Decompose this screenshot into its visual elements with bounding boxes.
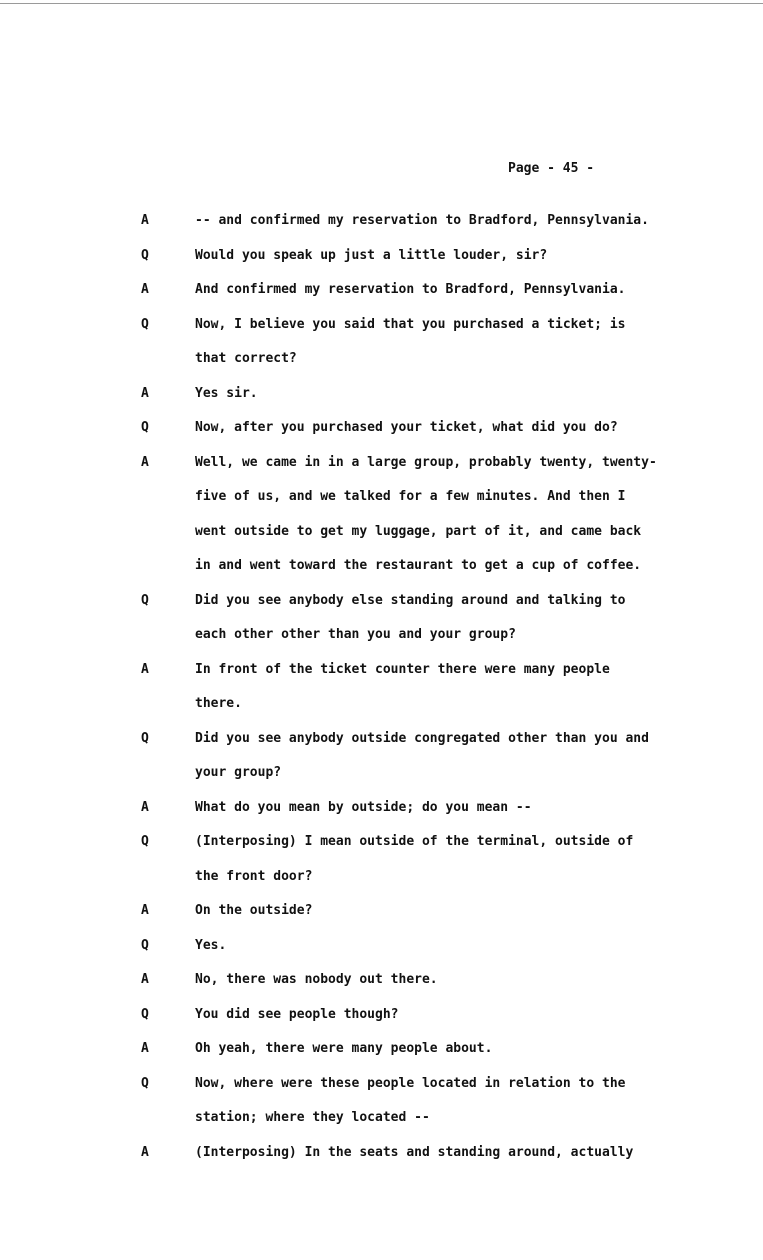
transcript-line bbox=[0, 554, 763, 589]
testimony-text: your group? bbox=[195, 765, 282, 780]
speaker-label: Q bbox=[141, 730, 149, 746]
speaker-label: A bbox=[141, 282, 149, 297]
transcript-line bbox=[0, 382, 763, 417]
testimony-text: Would you speak up just a little louder, sir? bbox=[195, 247, 548, 263]
testimony-text: there. bbox=[195, 696, 242, 711]
testimony-text: What do you mean by outside; do you mean -- bbox=[195, 799, 532, 815]
transcript-line bbox=[0, 727, 763, 762]
transcript-line bbox=[0, 451, 763, 486]
speaker-label: Q bbox=[141, 1006, 149, 1022]
transcript-line bbox=[0, 1141, 763, 1176]
speaker-label: A bbox=[141, 972, 149, 987]
speaker-label: A bbox=[141, 661, 149, 677]
transcript-line bbox=[0, 313, 763, 348]
transcript-line bbox=[0, 278, 763, 313]
speaker-label: A bbox=[141, 213, 149, 228]
testimony-text: each other other than you and your group? bbox=[195, 627, 516, 642]
speaker-label: Q bbox=[141, 247, 149, 263]
testimony-text: On the outside? bbox=[195, 903, 313, 918]
transcript-line bbox=[0, 589, 763, 624]
transcript-line bbox=[0, 830, 763, 865]
speaker-label: Q bbox=[141, 592, 149, 608]
testimony-text: In front of the ticket counter there were many people bbox=[195, 661, 610, 677]
testimony-text: Well, we came in in a large group, probably twenty, twenty- bbox=[195, 454, 657, 470]
page-number: Page - 45 - bbox=[508, 161, 595, 176]
transcript-line bbox=[0, 1037, 763, 1072]
speaker-label: Q bbox=[141, 316, 149, 332]
speaker-label: Q bbox=[141, 834, 149, 849]
transcript-line bbox=[0, 692, 763, 727]
testimony-text: No, there was nobody out there. bbox=[195, 972, 438, 987]
transcript-line bbox=[0, 1106, 763, 1141]
testimony-text: Now, after you purchased your ticket, what did you do? bbox=[195, 420, 618, 435]
transcript-line bbox=[0, 416, 763, 451]
speaker-label: A bbox=[141, 454, 149, 470]
testimony-text: Yes. bbox=[195, 937, 227, 953]
speaker-label: Q bbox=[141, 937, 149, 953]
testimony-text: went outside to get my luggage, part of it, and came back bbox=[195, 523, 642, 539]
transcript-line bbox=[0, 658, 763, 693]
transcript-line bbox=[0, 899, 763, 934]
testimony-text: five of us, and we talked for a few minutes. And then I bbox=[195, 489, 626, 504]
transcript-line bbox=[0, 623, 763, 658]
testimony-text: Yes sir. bbox=[195, 385, 258, 401]
speaker-label: A bbox=[141, 903, 149, 918]
speaker-label: Q bbox=[141, 1075, 149, 1091]
transcript-line bbox=[0, 1072, 763, 1107]
transcript-line bbox=[0, 796, 763, 831]
testimony-text: station; where they located -- bbox=[195, 1110, 430, 1125]
transcript-line bbox=[0, 968, 763, 1003]
top-rule bbox=[0, 3, 763, 4]
testimony-text: And confirmed my reservation to Bradford, Pennsylvania. bbox=[195, 282, 626, 297]
speaker-label: A bbox=[141, 1144, 149, 1160]
transcript-line bbox=[0, 1003, 763, 1038]
testimony-text: (Interposing) In the seats and standing around, actually bbox=[195, 1144, 634, 1160]
testimony-text: Oh yeah, there were many people about. bbox=[195, 1041, 493, 1056]
testimony-text: that correct? bbox=[195, 351, 297, 366]
speaker-label: A bbox=[141, 1041, 149, 1056]
testimony-text: (Interposing) I mean outside of the terminal, outside of bbox=[195, 834, 634, 849]
testimony-text: Did you see anybody outside congregated other than you and bbox=[195, 730, 649, 746]
testimony-text: Did you see anybody else standing around and talking to bbox=[195, 592, 626, 608]
transcript-line bbox=[0, 761, 763, 796]
transcript-line bbox=[0, 934, 763, 969]
speaker-label: A bbox=[141, 385, 149, 401]
testimony-text: Now, I believe you said that you purchased a ticket; is bbox=[195, 316, 626, 332]
testimony-text: in and went toward the restaurant to get a cup of coffee. bbox=[195, 558, 642, 573]
transcript bbox=[0, 209, 763, 1175]
speaker-label: Q bbox=[141, 420, 149, 435]
transcript-line bbox=[0, 347, 763, 382]
testimony-text: the front door? bbox=[195, 868, 313, 884]
transcript-line bbox=[0, 209, 763, 244]
transcript-line bbox=[0, 865, 763, 900]
transcript-line bbox=[0, 244, 763, 279]
transcript-line bbox=[0, 485, 763, 520]
testimony-text: -- and confirmed my reservation to Bradford, Pennsylvania. bbox=[195, 213, 649, 228]
transcript-line bbox=[0, 520, 763, 555]
speaker-label: A bbox=[141, 799, 149, 815]
testimony-text: Now, where were these people located in relation to the bbox=[195, 1075, 626, 1091]
testimony-text: You did see people though? bbox=[195, 1006, 399, 1022]
